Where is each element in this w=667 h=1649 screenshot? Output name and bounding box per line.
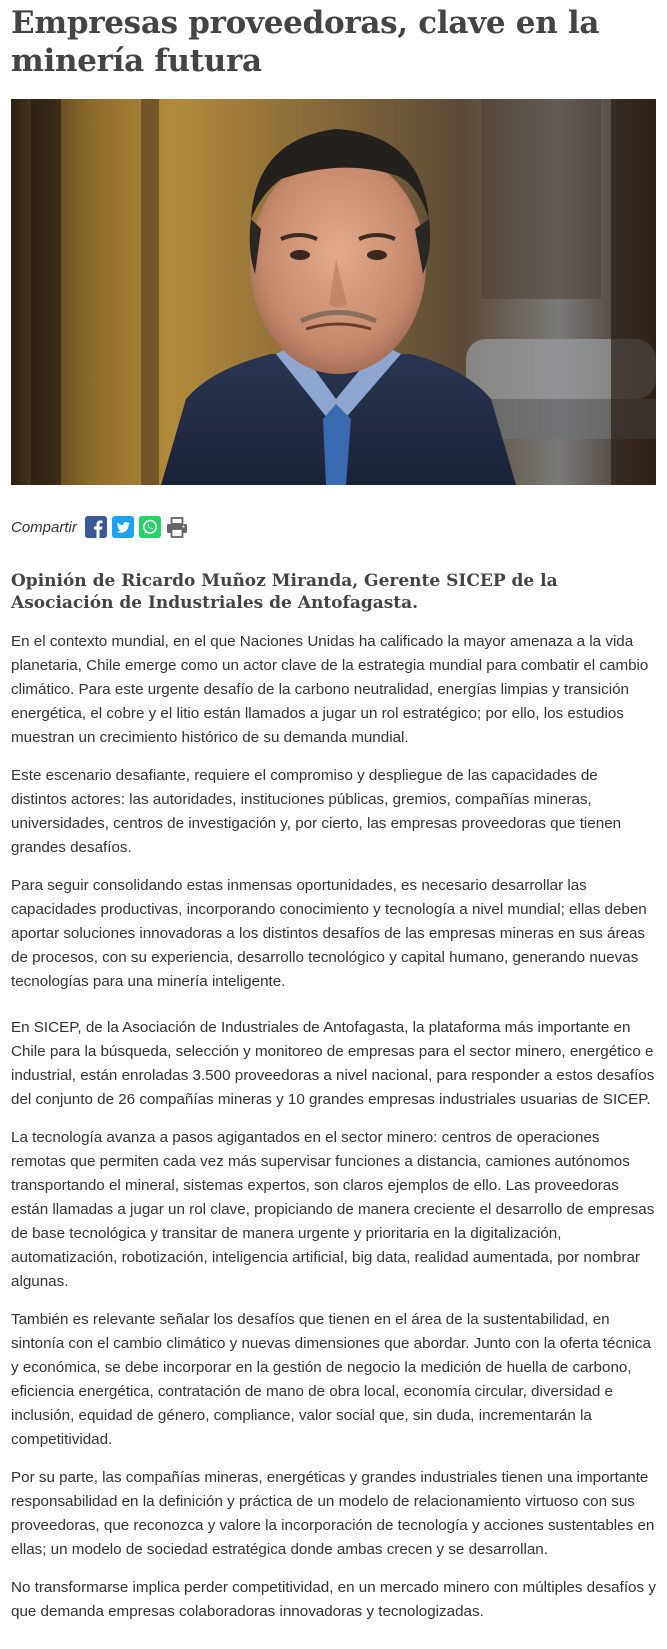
article-paragraph: La tecnología avanza a pasos agigantados en el sector minero: centros de operaciones remotas que permiten cada vez más supervisar funciones a distancia, camiones autónomos transportando el mineral, sistemas expertos, son claros ejemplos de ello. Las proveedoras están llamadas a jugar un rol clave, propiciando de manera creciente el desarrollo de empresas de base tecnológica y transitar de manera urgente y prioritaria en la digitalización, automatización, robotización, inteligencia artificial, big data, realidad aumentada, por nombrar algunas. — [11, 1129, 655, 1290]
share-label: Compartir — [11, 518, 77, 536]
article-paragraph: Para seguir consolidando estas inmensas oportunidades, es necesario desarrollar las capacidades productivas, incorporando conocimiento y tecnología a nivel mundial; ellas deben aportar soluciones innovadoras a los distintos desafíos de las empresas mineras en sus áreas de procesos, con su experiencia, desarrollo tecnológico y capital humano, generando nuevas tecnologías para una minería inteligente. — [11, 877, 647, 990]
article-photo — [11, 99, 656, 485]
print-icon[interactable] — [166, 516, 188, 538]
twitter-icon[interactable] — [112, 516, 134, 538]
article-paragraph: En SICEP, de la Asociación de Industriales de Antofagasta, la plataforma más importante en Chile para la búsqueda, selección y monitoreo de empresas para el sector minero, energético e industrial, están enroladas 3.500 proveedoras a nivel nacional, para responder a estos desafíos del conjunto de 26 compañías mineras y 10 grandes empresas industriales usuarias de SICEP. — [11, 1019, 655, 1108]
article-paragraph: En el contexto mundial, en el que Naciones Unidas ha calificado la mayor amenaza a la vida planetaria, Chile emerge como un actor clave de la estrategia mundial para combatir el cambio climático. Para este urgente desafío de la carbono neutralidad, energías limpias y transición energética, el cobre y el litio están llamados a jugar un rol estratégico; por ello, los estudios muestran un crecimiento histórico de su demanda mundial. — [11, 633, 649, 746]
article-subtitle: Opinión de Ricardo Muñoz Miranda, Gerente SICEP de la Asociación de Industriales de Antofagasta. — [11, 571, 558, 613]
article-title: Empresas proveedoras, clave en la minería futura — [11, 5, 600, 79]
article-paragraph: Por su parte, las compañías mineras, energéticas y grandes industriales tienen una importante responsabilidad en la definición y práctica de un modelo de relacionamiento virtuoso con sus proveedoras, que reconozca y valore la incorporación de tecnología y acciones sustentables en ellas; un modelo de sociedad estratégica donde ambas crecen y se desarrollan. — [11, 1469, 655, 1558]
article-body — [11, 630, 656, 1624]
share-bar — [11, 514, 656, 540]
article-paragraph: No transformarse implica perder competitividad, en un mercado minero con múltiples desafíos y que demanda empresas colaboradoras innovadoras y tecnologizadas. — [11, 1579, 656, 1620]
article-paragraph: Este escenario desafiante, requiere el compromiso y despliegue de las capacidades de distintos actores: las autoridades, instituciones públicas, gremios, compañías mineras, universidades, centros de investigación y, por cierto, las empresas proveedoras que tienen grandes desafíos. — [11, 767, 622, 856]
whatsapp-icon[interactable] — [139, 516, 161, 538]
facebook-icon[interactable] — [85, 516, 107, 538]
article-paragraph: También es relevante señalar los desafíos que tienen en el área de la sustentabilidad, en sintonía con el cambio climático y nuevas dimensiones que abordar. Junto con la oferta técnica y económica, se debe incorporar en la gestión de negocio la medición de huella de carbono, eficiencia energética, contratación de mano de obra local, economía circular, diversidad e inclusión, equidad de género, compliance, valor social que, sin duda, incrementarán la competitividad. — [11, 1311, 651, 1448]
